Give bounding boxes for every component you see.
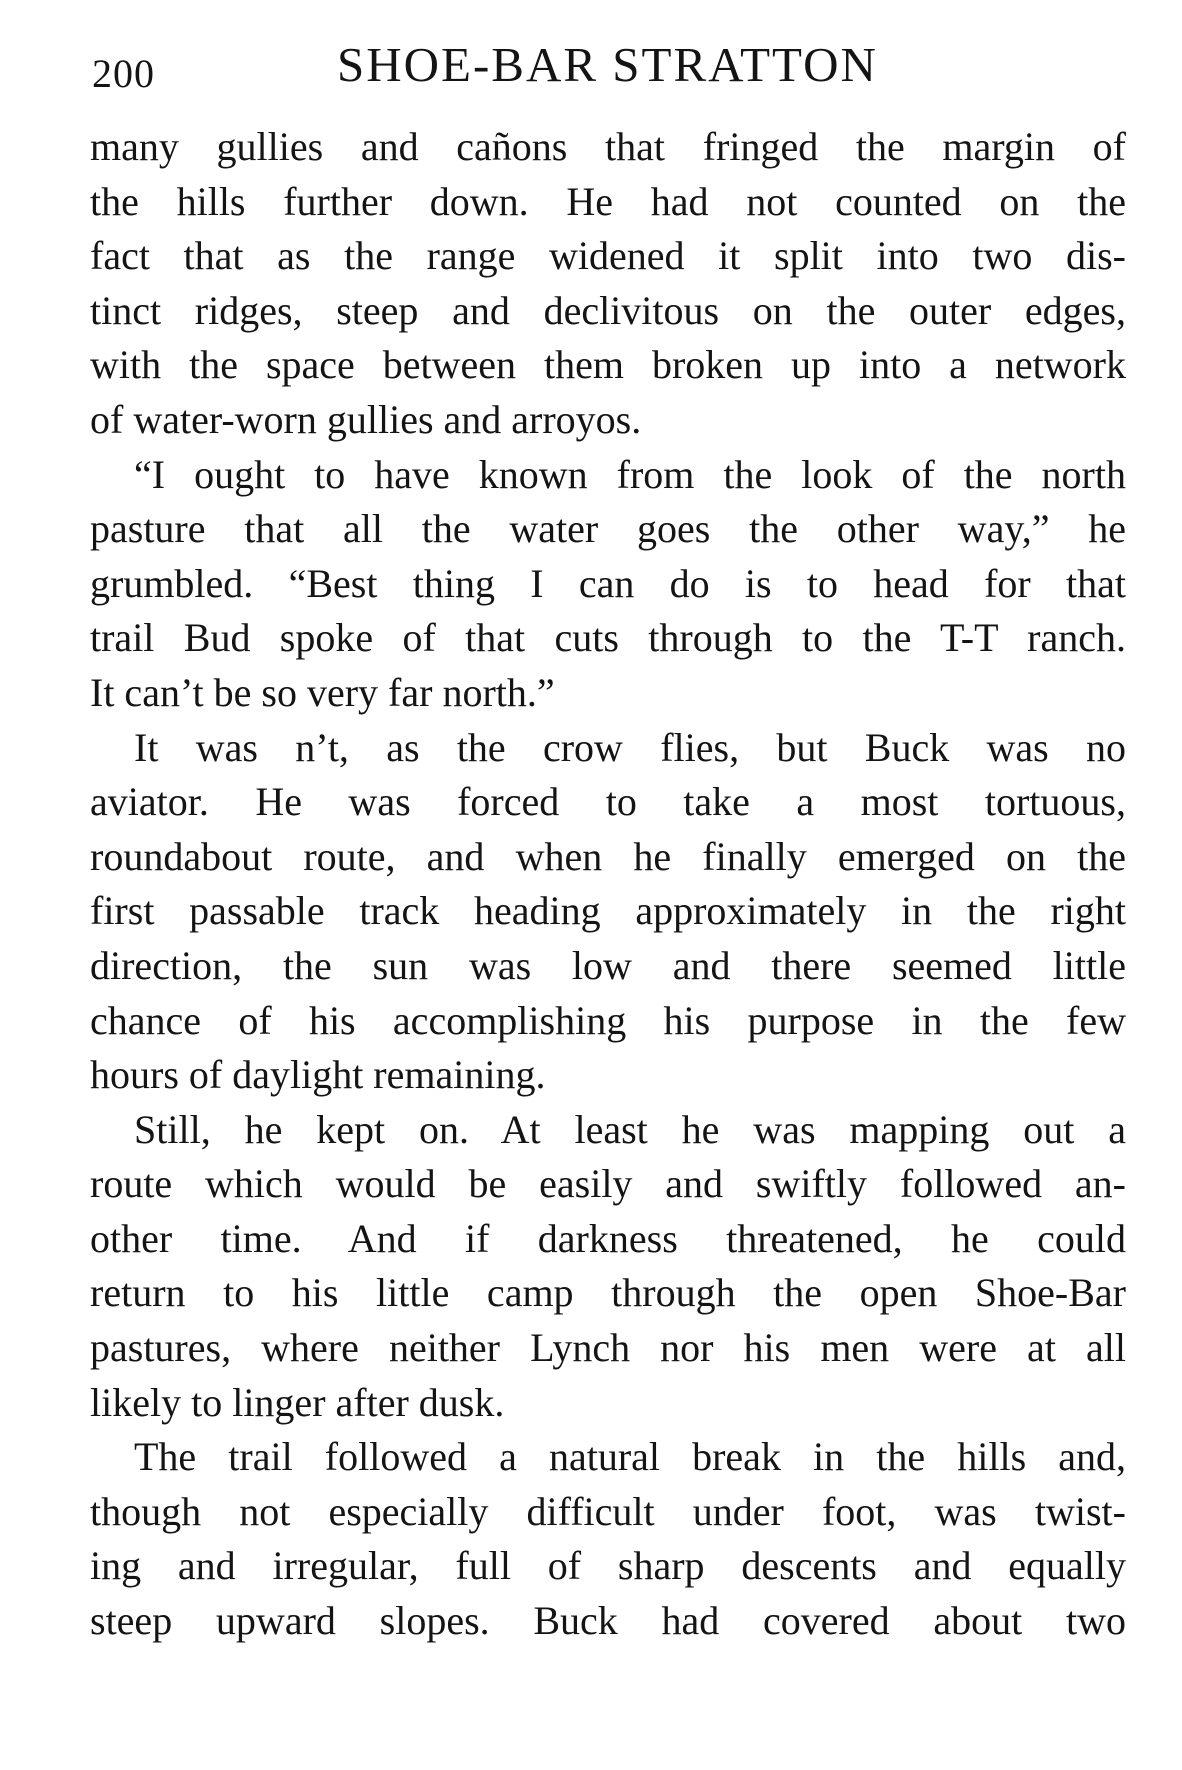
text-line: direction, the sun was low and there seemed little bbox=[90, 942, 1126, 988]
text-line: the hills further down. He had not counted on the bbox=[90, 178, 1126, 224]
text-line: hours of daylight remaining. bbox=[90, 1052, 546, 1098]
page-number: 200 bbox=[92, 51, 155, 96]
text-line: The trail followed a natural break in the hills and, bbox=[134, 1434, 1126, 1480]
body-text bbox=[90, 120, 1126, 1649]
text-line: though not especially difficult under foot, was twist- bbox=[90, 1488, 1126, 1534]
text-line: fact that as the range widened it split into two dis- bbox=[90, 233, 1126, 279]
text-line: steep upward slopes. Buck had covered about two bbox=[90, 1598, 1126, 1644]
text-line: many gullies and cañons that fringed the margin of bbox=[90, 124, 1126, 169]
text-line: likely to linger after dusk. bbox=[90, 1379, 505, 1425]
text-line: pasture that all the water goes the other way,” he bbox=[90, 506, 1126, 552]
text-line: roundabout route, and when he finally emerged on the bbox=[90, 833, 1126, 879]
text-line: pastures, where neither Lynch nor his men were at all bbox=[90, 1325, 1126, 1371]
text-line: of water-worn gullies and arroyos. bbox=[90, 396, 642, 442]
text-line: other time. And if darkness threatened, he could bbox=[90, 1215, 1126, 1261]
text-line: route which would be easily and swiftly followed an- bbox=[90, 1161, 1126, 1207]
text-line: tinct ridges, steep and declivitous on the outer edges, bbox=[90, 287, 1126, 333]
text-line: return to his little camp through the open Shoe-Bar bbox=[90, 1270, 1126, 1316]
text-line: first passable track heading approximately in the right bbox=[90, 888, 1126, 934]
text-line: grumbled. “Best thing I can do is to head for that bbox=[90, 560, 1126, 606]
text-line: ing and irregular, full of sharp descents and equally bbox=[90, 1543, 1126, 1589]
text-line: It was n’t, as the crow flies, but Buck was no bbox=[134, 724, 1126, 770]
page-header bbox=[92, 36, 1122, 106]
text-line: trail Bud spoke of that cuts through to the T-T ranch. bbox=[90, 615, 1126, 661]
text-line: chance of his accomplishing his purpose in the few bbox=[90, 997, 1126, 1043]
text-line: Still, he kept on. At least he was mapping out a bbox=[134, 1106, 1126, 1152]
text-line: It can’t be so very far north.” bbox=[90, 669, 555, 715]
text-line: “I ought to have known from the look of the north bbox=[134, 451, 1126, 497]
text-line: with the space between them broken up into a network bbox=[90, 342, 1126, 388]
running-title: SHOE-BAR STRATTON bbox=[337, 37, 878, 92]
text-line: aviator. He was forced to take a most tortuous, bbox=[90, 779, 1126, 825]
